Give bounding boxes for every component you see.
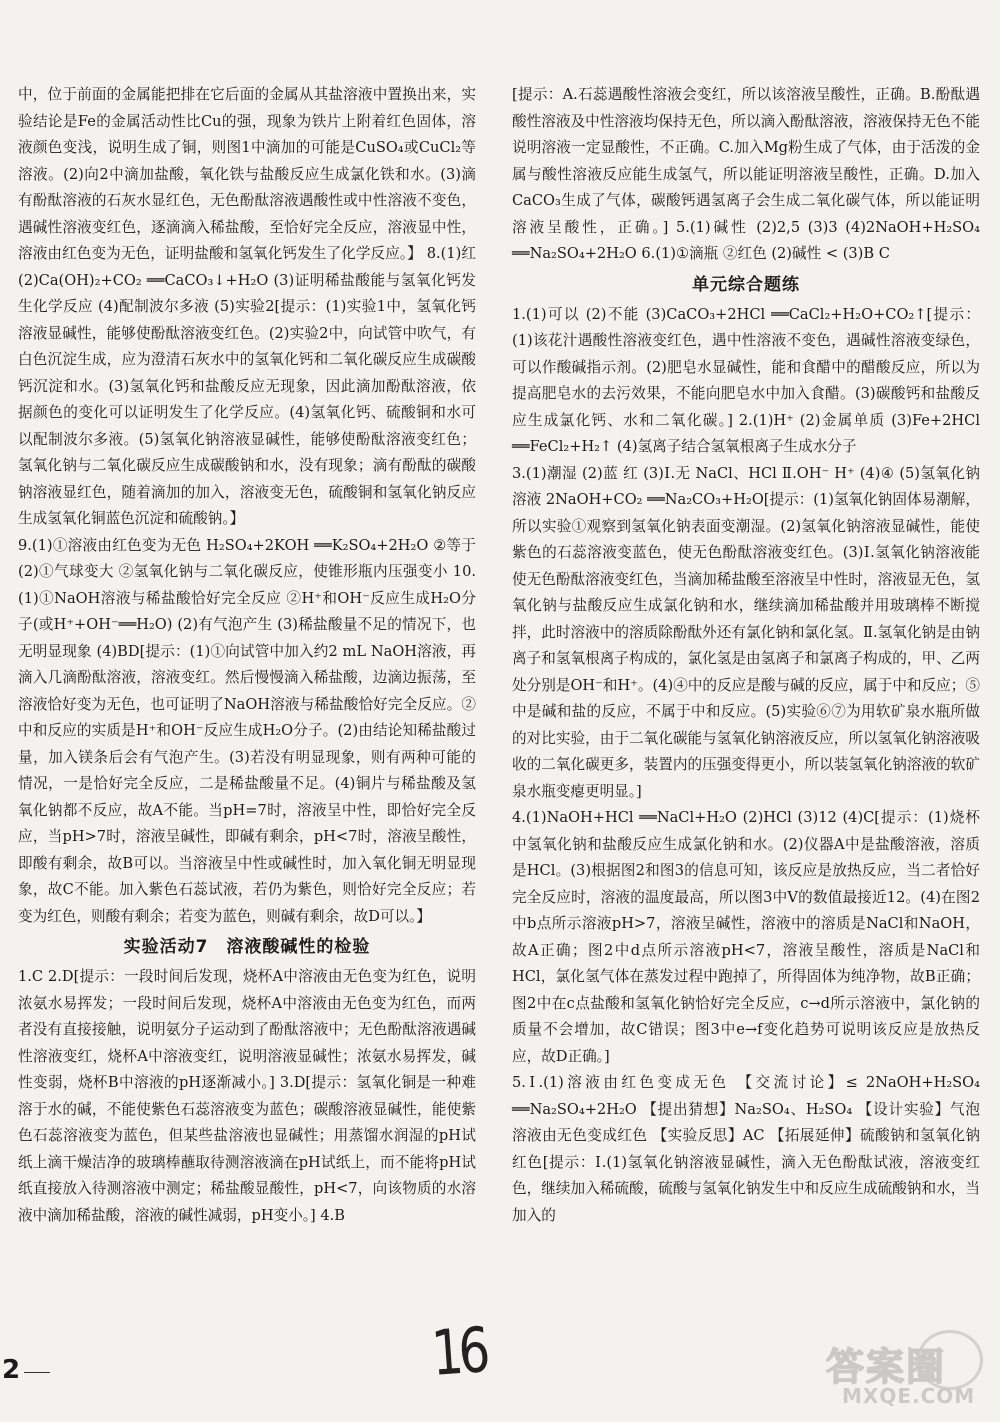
answer-paragraph: 5.Ⅰ.(1)溶液由红色变成无色 【交流讨论】≤ 2NaOH+H₂SO₄ ══Na₂SO₄+2H₂O 【提出猜想】Na₂SO₄、H₂SO₄ 【设计实验】气泡 溶液由无色变成红色 【实验反思】AC 【拓展延伸】硫酸钠和氢氧化钠 红色[提示：Ⅰ.(1)氢氧化钠溶液显碱性，滴入无色酚酞试液，溶液变红色，继续加入稀硫酸，硫酸与氢氧化钠发生中和反应生成硫酸钠和水，当加入的 <box>512 1074 980 1224</box>
watermark-logo <box>822 1330 992 1414</box>
page-number: 2 <box>2 1355 21 1385</box>
answer-paragraph: 9.(1)①溶液由红色变为无色 H₂SO₄+2KOH ══K₂SO₄+2H₂O ②等于 (2)①气球变大 ②氢氧化钠与二氧化碳反应，使锥形瓶内压强变小 10.(1)①NaOH溶液与稀盐酸恰好完全反应 ②H⁺和OH⁻反应生成H₂O分子(或H⁺+OH⁻══H₂O) (2)有气泡产生 (3)稀盐酸量不足的情况下，也无明显现象 (4)BD[提示：(1)①向试管中加入约2 mL NaOH溶液，再滴入几滴酚酞溶液，溶液变红。然后慢慢滴入稀盐酸，边滴边振荡，至溶液恰好变为无色，也可证明了NaOH溶液与稀盐酸恰好完全反应。②中和反应的实质是H⁺和OH⁻反应生成H₂O分子。(2)由结论知稀盐酸过量，加入镁条后会有气泡产生。(3)若没有明显现象，则有两种可能的情况，一是恰好完全反应，二是稀盐酸量不足。(4)铜片与稀盐酸及氢氧化钠都不反应，故A不能。当pH=7时，溶液呈中性，即恰好完全反应，当pH>7时，溶液呈碱性，即碱有剩余，pH<7时，溶液呈酸性，即酸有剩余，故B可以。当溶液呈中性或碱性时，加入氧化铜无明显现象，故C不能。加入紫色石蕊试液，若仍为紫色，则恰好完全反应；若变为红色，则酸有剩余；若变为蓝色，则碱有剩余，故D可以。】 <box>18 536 476 925</box>
watermark-main-text: 答案圈 <box>826 1345 947 1389</box>
answer-paragraph: 4.(1)NaOH+HCl ══NaCl+H₂O (2)HCl (3)12 (4)C[提示：(1)烧杯中氢氧化钠和盐酸反应生成氯化钠和水。(2)仪器A中是盐酸溶液，溶质是HCl。(3)根据图2和图3的信息可知，该反应是放热反应，当二者恰好完全反应时，溶液的温度最高，所以图3中V的数值最接近12。(4)在图2中b点所示溶液pH>7，溶液呈碱性，溶液中的溶质是NaCl和NaOH，故A正确；图2中d点所示溶液pH<7，溶液呈酸性，溶质是NaCl和HCl，氯化氢气体在蒸发过程中跑掉了，所得固体为纯净物，故B正确；图2中在c点盐酸和氢氧化钠恰好完全反应，c→d所示溶液中，氯化钠的质量不会增加，故C错误；图3中e→f变化趋势可说明该反应是放热反应，故D正确。] <box>512 809 980 1065</box>
section-heading: 单元综合题练 <box>692 274 800 295</box>
section-heading: 实验活动7 溶液酸碱性的检验 <box>123 937 371 957</box>
left-column <box>18 82 476 1229</box>
watermark-url: MXQE.COM <box>842 1384 976 1408</box>
answer-paragraph: 1.(1)可以 (2)不能 (3)CaCO₃+2HCl ══CaCl₂+H₂O+CO₂↑[提示：(1)该花汁遇酸性溶液变红色，遇中性溶液不变色，遇碱性溶液变绿色，可以作酸碱指示剂。(2)肥皂水显碱性，能和食醋中的醋酸反应，所以为提高肥皂水的去污效果，不能向肥皂水中加入食醋。(3)碳酸钙和盐酸反应生成氯化钙、水和二氧化碳。] 2.(1)H⁺ (2)金属单质 (3)Fe+2HCl ══FeCl₂+H₂↑ (4)氢离子结合氢氧根离子生成水分子 <box>512 305 980 455</box>
right-column <box>512 82 980 1229</box>
answer-paragraph: [提示：A.石蕊遇酸性溶液会变红，所以该溶液呈酸性，正确。B.酚酞遇酸性溶液及中性溶液均保持无色，所以滴入酚酞溶液，溶液保持无色不能说明溶液一定显酸性，不正确。C.加入Mg粉生成了气体，由于活泼的金属与酸性溶液反应能生成氢气，所以能证明溶液呈酸性，正确。D.加入CaCO₃生成了气体，碳酸钙遇氢离子会生成二氧化碳气体，所以能证明溶液呈酸性，正确。] 5.(1)碱性 (2)2,5 (3)3 (4)2NaOH+H₂SO₄ ══Na₂SO₄+2H₂O 6.(1)①滴瓶 ②红色 (2)碱性 < (3)B C <box>512 86 980 262</box>
page-number-rule <box>24 1372 50 1373</box>
answer-paragraph: 1.C 2.D[提示：一段时间后发现，烧杯A中溶液由无色变为红色，说明浓氨水易挥发；一段时间后发现，烧杯A中溶液由无色变为红色，而两者没有直接接触，说明氨分子运动到了酚酞溶液中；无色酚酞溶液遇碱性溶液变红，烧杯A中溶液变红，说明溶液显碱性；浓氨水易挥发，碱性变弱，烧杯B中溶液的pH逐渐减小。] 3.D[提示：氢氧化铜是一种难溶于水的碱，不能使紫色石蕊溶液变为蓝色；碳酸溶液显碱性，能使紫色石蕊溶液变为蓝色，但某些盐溶液也显碱性；用蒸馏水润湿的pH试纸上滴干燥洁净的玻璃棒蘸取待测溶液滴在pH试纸上，而不能将pH试纸直接放入待测溶液中测定；稀盐酸显酸性，pH<7，向该物质的水溶液中滴加稀盐酸，溶液的碱性减弱，pH变小。] 4.B <box>18 968 476 1224</box>
answer-paragraph: 中，位于前面的金属能把排在它后面的金属从其盐溶液中置换出来，实验结论是Fe的金属活动性比Cu的强，现象为铁片上附着红色固体，溶液颜色变浅，说明生成了铜，则图1中滴加的可能是CuSO₄或CuCl₂等溶液。(2)向2中滴加盐酸，氧化铁与盐酸反应生成氯化铁和水。(3)滴有酚酞溶液的石灰水显红色，无色酚酞溶液遇酸性或中性溶液不变色，遇碱性溶液变红色，逐滴滴入稀盐酸，至恰好完全反应，溶液显中性，溶液由红色变为无色，证明盐酸和氢氧化钙发生了化学反应。】 8.(1)红 (2)Ca(OH)₂+CO₂ ══CaCO₃↓+H₂O (3)证明稀盐酸能与氢氧化钙发生化学反应 (4)配制波尔多液 (5)实验2[提示：(1)实验1中，氢氧化钙溶液显碱性，能够使酚酞溶液变红色。(2)实验2中，向试管中吹气，有白色沉淀生成，应为澄清石灰水中的氢氧化钙和二氧化碳反应生成碳酸钙沉淀和水。(3)氢氧化钙和盐酸反应无现象，因此滴加酚酞溶液，依据颜色的变化可以证明发生了化学反应。(4)氢氧化钙、硫酸铜和水可以配制波尔多液。(5)氢氧化钠溶液显碱性，能够使酚酞溶液变红色；氢氧化钠与二氧化碳反应生成碳酸钠和水，没有现象；滴有酚酞的碳酸钠溶液显红色，随着滴加的加入，溶液变无色，硫酸铜和氢氧化钠反应生成氢氧化铜蓝色沉淀和硫酸钠。】 <box>18 86 476 527</box>
answer-paragraph: 3.(1)潮湿 (2)蓝 红 (3)Ⅰ.无 NaCl、HCl Ⅱ.OH⁻ H⁺ (4)④ (5)氢氧化钠溶液 2NaOH+CO₂ ══Na₂CO₃+H₂O[提示：(1)氢氧化钠固体易潮解，所以实验①观察到氢氧化钠表面变潮湿。(2)氢氧化钠溶液显碱性，能使紫色的石蕊溶液变蓝色，使无色酚酞溶液变红色。(3)Ⅰ.氢氧化钠溶液能使无色酚酞溶液变红色，当滴加稀盐酸至溶液呈中性时，溶液显无色，氢氧化钠与盐酸反应生成氯化钠和水，继续滴加稀盐酸并用玻璃棒不断搅拌，此时溶液中的溶质除酚酞外还有氯化钠和氯化氢。Ⅱ.氢氧化钠是由钠离子和氢氧根离子构成的，氯化氢是由氢离子和氯离子构成的，甲、乙两处分别是OH⁻和H⁺。(4)④中的反应是酸与碱的反应，属于中和反应；⑤中是碱和盐的反应，不属于中和反应。(5)实验⑥⑦为用软矿泉水瓶所做的对比实验，由于二氧化碳能与氢氧化钠溶液反应，所以氢氧化钠溶液吸收的二氧化碳更多，装置内的压强变得更小，所以装氢氧化钠溶液的软矿泉水瓶变瘪更明显。] <box>512 464 980 800</box>
handwritten-mark: 16 <box>429 1313 488 1390</box>
